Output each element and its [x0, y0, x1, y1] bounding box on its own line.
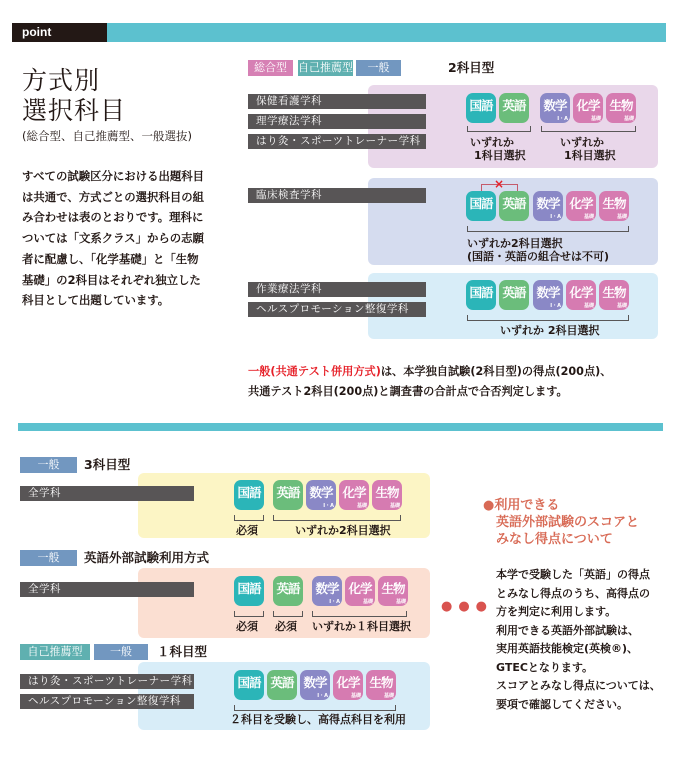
header-bar	[12, 23, 666, 42]
subject-kagaku: 化学 基礎	[333, 670, 363, 700]
type-label-3: 3科目型	[84, 457, 131, 472]
dept-label: 作業療法学科	[248, 282, 426, 297]
subject-eigo: 英語	[273, 480, 303, 510]
tag-jiko: 自己推薦型	[298, 61, 353, 74]
subject-kokugo: 国語	[234, 576, 264, 606]
subject-kokugo: 国語	[466, 280, 496, 310]
caption: 必須	[236, 524, 258, 537]
side-note-heading: ●利用できる 英語外部試験のスコアと みなし得点について	[483, 498, 640, 547]
subject-eigo: 英語	[499, 93, 529, 123]
caption: いずれか 2科目選択	[500, 324, 600, 337]
type-label-2: 2科目型	[448, 60, 495, 75]
subject-kokugo: 国語	[466, 191, 496, 221]
bracket	[273, 611, 303, 617]
subject-seibutsu: 生物 基礎	[606, 93, 636, 123]
subject-eigo: 英語	[273, 576, 303, 606]
subject-kagaku: 化学 基礎	[339, 480, 369, 510]
subject-eigo: 英語	[499, 191, 529, 221]
subject-sugaku: 数学 I・A	[533, 280, 563, 310]
note-text: 一般(共通テスト併用方式)は、本学独自試験(2科目型)の得点(200点)、 共通テスト2科目(200点)と調査書の合計点で合否判定します。	[248, 365, 612, 398]
subject-kokugo: 国語	[234, 480, 264, 510]
subject-eigo: 英語	[499, 280, 529, 310]
caption: いずれか2科目選択 (国語・英語の組合せは不可)	[467, 237, 610, 263]
subject-kagaku: 化学 基礎	[573, 93, 603, 123]
point-tab: point	[12, 23, 107, 42]
subject-kagaku: 化学 基礎	[566, 280, 596, 310]
tag-ippan: 一般	[20, 550, 77, 566]
subject-kokugo: 国語	[234, 670, 264, 700]
bracket	[234, 611, 264, 617]
note-highlight: 一般(共通テスト併用方式)	[248, 365, 381, 378]
subject-seibutsu: 生物 基礎	[366, 670, 396, 700]
page-subtitle: (総合型、自己推薦型、一般選抜)	[22, 129, 192, 143]
page-title	[22, 66, 126, 126]
tag-ippan: 一般	[20, 457, 77, 473]
subject-sugaku: 数学 I・A	[533, 191, 563, 221]
bracket	[467, 126, 531, 132]
caption: 必須	[275, 620, 297, 633]
bracket	[467, 226, 629, 232]
bracket	[234, 705, 396, 711]
dept-label: 全学科	[20, 582, 194, 597]
tag-sogo: 総合型	[248, 60, 293, 76]
title-line-1: 方式別	[22, 66, 101, 95]
tag-ippan: 一般	[94, 644, 148, 660]
intro-text: すべての試験区分における出題科目は共通で、方式ごとの選択科目の組み合わせは表のとおりです。理科については「文系クラス」からの志願者に配慮し、「化学基礎」と「生物基礎」の2科目はそれぞれ独立した科目として出題しています。	[22, 169, 205, 308]
dept-label: 臨床検査学科	[248, 188, 426, 203]
bracket	[541, 126, 636, 132]
subject-eigo: 英語	[267, 670, 297, 700]
caption: いずれか 1科目選択	[470, 136, 526, 162]
caption: いずれか2科目選択	[295, 524, 391, 537]
subject-kagaku: 化学 基礎	[566, 191, 596, 221]
dept-label: 理学療法学科	[248, 114, 426, 129]
type-label-eng: 英語外部試験利用方式	[84, 550, 210, 565]
subject-seibutsu: 生物 基礎	[599, 191, 629, 221]
connector-dots: ●●●	[441, 599, 494, 614]
subject-sugaku: 数学 I・A	[300, 670, 330, 700]
subject-kokugo: 国語	[466, 93, 496, 123]
dept-label: 全学科	[20, 486, 194, 501]
caption: いずれか１科目選択	[312, 620, 411, 633]
title-line-2: 選択科目	[22, 96, 127, 125]
subject-seibutsu: 生物 基礎	[599, 280, 629, 310]
bracket	[234, 515, 264, 521]
subject-sugaku: 数学 I・A	[312, 576, 342, 606]
bracket	[273, 515, 401, 521]
bracket	[312, 611, 407, 617]
dept-label: はり灸・スポーツトレーナー学科	[248, 134, 426, 149]
subject-seibutsu: 生物 基礎	[372, 480, 402, 510]
subject-sugaku: 数学 I・A	[540, 93, 570, 123]
dept-label: ヘルスプロモーション整復学科	[248, 302, 426, 317]
dept-label: はり灸・スポーツトレーナー学科	[20, 674, 194, 689]
caption: 必須	[236, 620, 258, 633]
type-label-1: １科目型	[157, 644, 208, 659]
tag-jiko: 自己推薦型	[20, 644, 90, 660]
subject-seibutsu: 生物 基礎	[378, 576, 408, 606]
section-divider	[18, 423, 663, 431]
x-mark-icon: ×	[494, 177, 505, 191]
tag-ippan: 一般	[356, 60, 401, 76]
bracket	[467, 315, 629, 321]
dept-label: 保健看護学科	[248, 94, 426, 109]
subject-sugaku: 数学 I・A	[306, 480, 336, 510]
side-note-body: 本学で受験した「英語」の得点 とみなし得点のうち、高得点の 方を判定に利用します。 利用できる英語外部試験は、 実用英語技能検定(英検®)、 GTECとなります。 スコアとみなし得点については、 要項で確認してください。	[496, 568, 661, 711]
caption: ２科目を受験し、高得点科目を利用	[230, 713, 406, 726]
dept-label: ヘルスプロモーション整復学科	[20, 694, 194, 709]
subject-kagaku: 化学 基礎	[345, 576, 375, 606]
caption: いずれか 1科目選択	[560, 136, 616, 162]
